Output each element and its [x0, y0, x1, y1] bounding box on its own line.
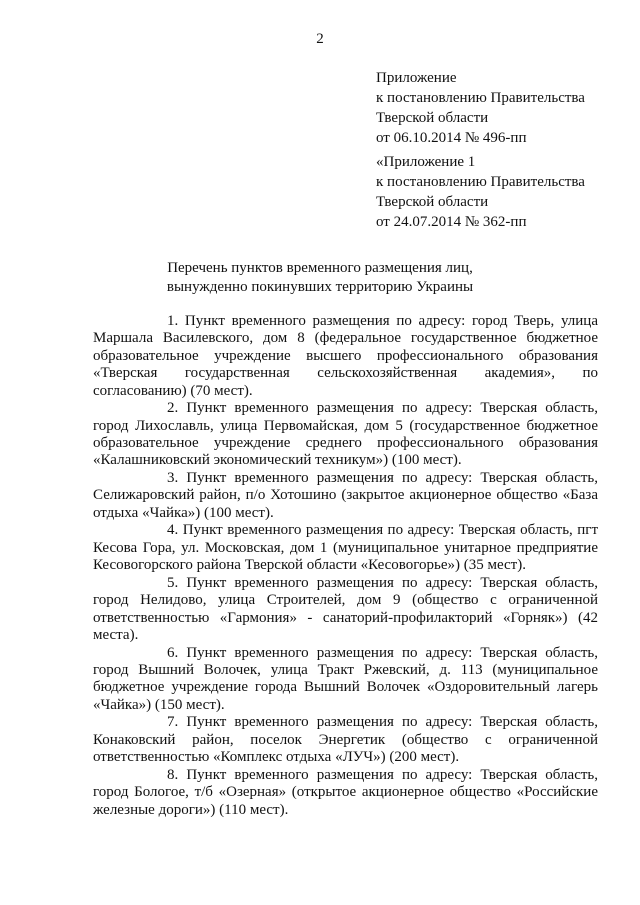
accommodation-points-list [93, 313, 598, 819]
document-title [0, 259, 640, 297]
item-text: Пункт временного размещения по адресу: Тверская область, город Лихославль, улица Первомайская, дом 5 (государственное бюджетное образовательное учреждение среднего профессионального образования «Калашниковский экономический техникум») (100 мест). [93, 400, 598, 469]
list-item [93, 470, 598, 522]
list-item [93, 767, 598, 819]
page-number: 2 [316, 31, 324, 47]
item-text: Пункт временного размещения по адресу: Тверская область, город Вышний Волочек, улица Тракт Ржевский, д. 113 (муниципальное бюджетное учреждение города Вышний Волочек «Оздоровительный лагерь «Чайка») (150 мест). [93, 644, 598, 713]
appendix-line: Тверской области [376, 110, 489, 126]
item-text: Пункт временного размещения по адресу: Тверская область, город Нелидово, улица Строителей, дом 9 (общество с ограниченной ответственностью «Гармония» - санаторий-профилакторий «Горняк») (42 места). [93, 574, 598, 644]
appendix-line: Приложение [376, 70, 457, 86]
title-line: Перечень пунктов временного размещения лиц, [167, 260, 473, 276]
list-item [93, 400, 598, 470]
appendix-line: от 06.10.2014 № 496-пп [376, 130, 527, 146]
appendix-header-original [376, 152, 585, 232]
item-number: 4. [167, 522, 179, 539]
item-number: 3. [167, 470, 179, 487]
item-text: Пункт временного размещения по адресу: Тверская область, пгт Кесова Гора, ул. Московская, дом 1 (муниципальное унитарное предприятие Кесовогорского района Тверской области «Кесовогорье») (35 мест). [93, 522, 599, 574]
appendix-line: к постановлению Правительства [376, 174, 585, 190]
item-number: 1. [167, 313, 179, 329]
item-number: 5. [167, 574, 179, 591]
item-text: Пункт временного размещения по адресу: Тверская область, Селижаровский район, п/о Хотошино (закрытое акционерное общество «База отдыха «Чайка») (100 мест). [93, 470, 598, 521]
appendix-line: от 24.07.2014 № 362-пп [376, 214, 527, 230]
list-item [93, 645, 598, 715]
list-item [93, 522, 598, 574]
item-text: Пункт временного размещения по адресу: Тверская область, город Бологое, т/б «Озерная» (открытое акционерное общество «Российские железные дороги») (110 мест). [93, 766, 598, 818]
list-item [93, 575, 598, 645]
appendix-line: к постановлению Правительства [376, 90, 585, 106]
list-item [93, 714, 598, 766]
item-text: Пункт временного размещения по адресу: город Тверь, улица Маршала Василевского, дом 8 (федеральное государственное бюджетное образовательное учреждение высшего профессионального образования «Тверская государственная сельскохозяйственная академия», по согласованию) (70 мест). [93, 313, 598, 399]
item-number: 8. [167, 766, 179, 783]
item-number: 2. [167, 400, 179, 417]
item-number: 6. [167, 644, 179, 661]
title-line: вынужденно покинувших территорию Украины [166, 279, 474, 295]
appendix-header-current [376, 68, 585, 148]
appendix-line: Тверской области [376, 194, 489, 210]
appendix-line: «Приложение 1 [376, 154, 476, 170]
item-text: Пункт временного размещения по адресу: Тверская область, Конаковский район, поселок Энергетик (общество с ограниченной ответственностью «Комплекс отдыха «ЛУЧ») (200 мест). [93, 714, 598, 766]
list-item [93, 313, 598, 400]
item-number: 7. [167, 714, 179, 731]
